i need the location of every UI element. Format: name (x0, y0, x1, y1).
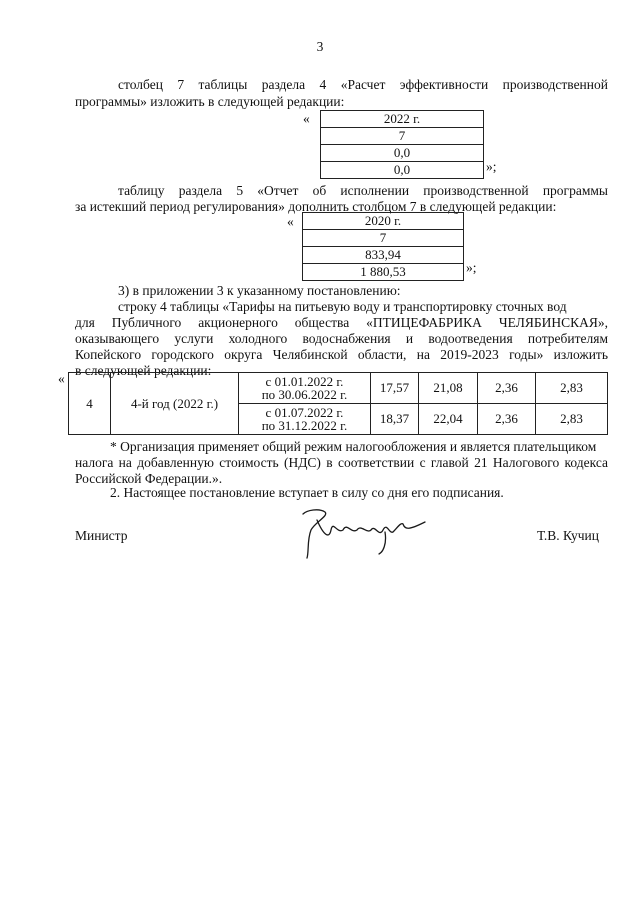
table-3-open-quote: « (58, 371, 65, 386)
table-3-value-cell: 17,57 (371, 373, 419, 404)
note-line-3: Российской Федерации.». (75, 471, 223, 486)
note-line-1: * Организация применяет общий режим налогообложения и является плательщиком (110, 439, 597, 454)
table-2-close-quote: »; (466, 260, 477, 275)
table-2-open-quote: « (287, 214, 294, 229)
table-3-period-to: по 30.06.2022 г. (261, 387, 348, 402)
table-1-cell: 0,0 (321, 162, 484, 179)
note-line-2: налога на добавленную стоимость (НДС) в соответствии с главой 21 Налогового кодекса (75, 455, 608, 470)
paragraph-1-line-1: столбец 7 таблицы раздела 4 «Расчет эффективности производственной (118, 77, 608, 92)
table-3-value-cell: 2,36 (478, 373, 536, 404)
paragraph-1-line-2: программы» изложить в следующей редакции: (75, 94, 345, 109)
signature-position: Министр (75, 528, 128, 543)
paragraph-2-line-2: за истекший период регулирования» дополнить столбцом 7 в следующей редакции: (75, 199, 557, 214)
table-1 (320, 110, 484, 179)
table-3-period-cell (239, 404, 371, 435)
table-3-period-to: по 31.12.2022 г. (261, 418, 348, 433)
table-3-value-cell: 18,37 (371, 404, 419, 435)
table-3-value-cell: 21,08 (419, 373, 478, 404)
paragraph-5: 2. Настоящее постановление вступает в силу со дня его подписания. (110, 485, 504, 500)
table-2-cell: 2020 г. (303, 213, 464, 230)
table-2-cell: 1 880,53 (303, 264, 464, 281)
table-1-cell: 7 (321, 128, 484, 145)
table-2-row (303, 230, 464, 247)
table-3-num-cell: 4 (69, 373, 111, 435)
table-3-period-from: с 01.01.2022 г. (265, 374, 344, 389)
table-2-row (303, 247, 464, 264)
table-3 (68, 372, 608, 435)
paragraph-4-line-4: Копейского городского округа Челябинской области, на 2019-2023 годы» изложить (75, 347, 608, 362)
table-3-year-cell: 4-й год (2022 г.) (111, 373, 239, 435)
paragraph-4-line-3: оказывающего услуги холодного водоснабжения и водоотведения потребителям (75, 331, 608, 346)
table-2-row (303, 213, 464, 230)
table-3-row (69, 373, 608, 404)
paragraph-3: 3) в приложении 3 к указанному постановлению: (118, 283, 401, 298)
table-1-cell: 0,0 (321, 145, 484, 162)
table-3-period-from: с 01.07.2022 г. (265, 405, 344, 420)
paragraph-4-line-1: строку 4 таблицы «Тарифы на питьевую воду и транспортировку сточных вод (118, 299, 567, 314)
signature-name: Т.В. Кучиц (537, 528, 600, 543)
table-2-row (303, 264, 464, 281)
table-3-value-cell: 2,36 (478, 404, 536, 435)
table-1-row (321, 162, 484, 179)
table-1-row (321, 128, 484, 145)
table-1-cell: 2022 г. (321, 111, 484, 128)
table-3-value-cell: 2,83 (536, 373, 608, 404)
table-1-row (321, 145, 484, 162)
table-1-close-quote: »; (486, 159, 497, 174)
table-2 (302, 212, 464, 281)
table-3-period-cell (239, 373, 371, 404)
table-3-value-cell: 2,83 (536, 404, 608, 435)
paragraph-4-line-2: для Публичного акционерного общества «ПТИЦЕФАБРИКА ЧЕЛЯБИНСКАЯ», (75, 315, 608, 330)
table-3-value-cell: 22,04 (419, 404, 478, 435)
table-2-cell: 7 (303, 230, 464, 247)
table-1-row (321, 111, 484, 128)
handwritten-signature (285, 500, 445, 560)
table-1-open-quote: « (303, 111, 310, 126)
paragraph-2-line-1: таблицу раздела 5 «Отчет об исполнении производственной программы (118, 183, 608, 198)
table-2-cell: 833,94 (303, 247, 464, 264)
page-number: 3 (316, 39, 324, 54)
paragraph-4-line-5: в следующей редакции: (75, 363, 212, 378)
